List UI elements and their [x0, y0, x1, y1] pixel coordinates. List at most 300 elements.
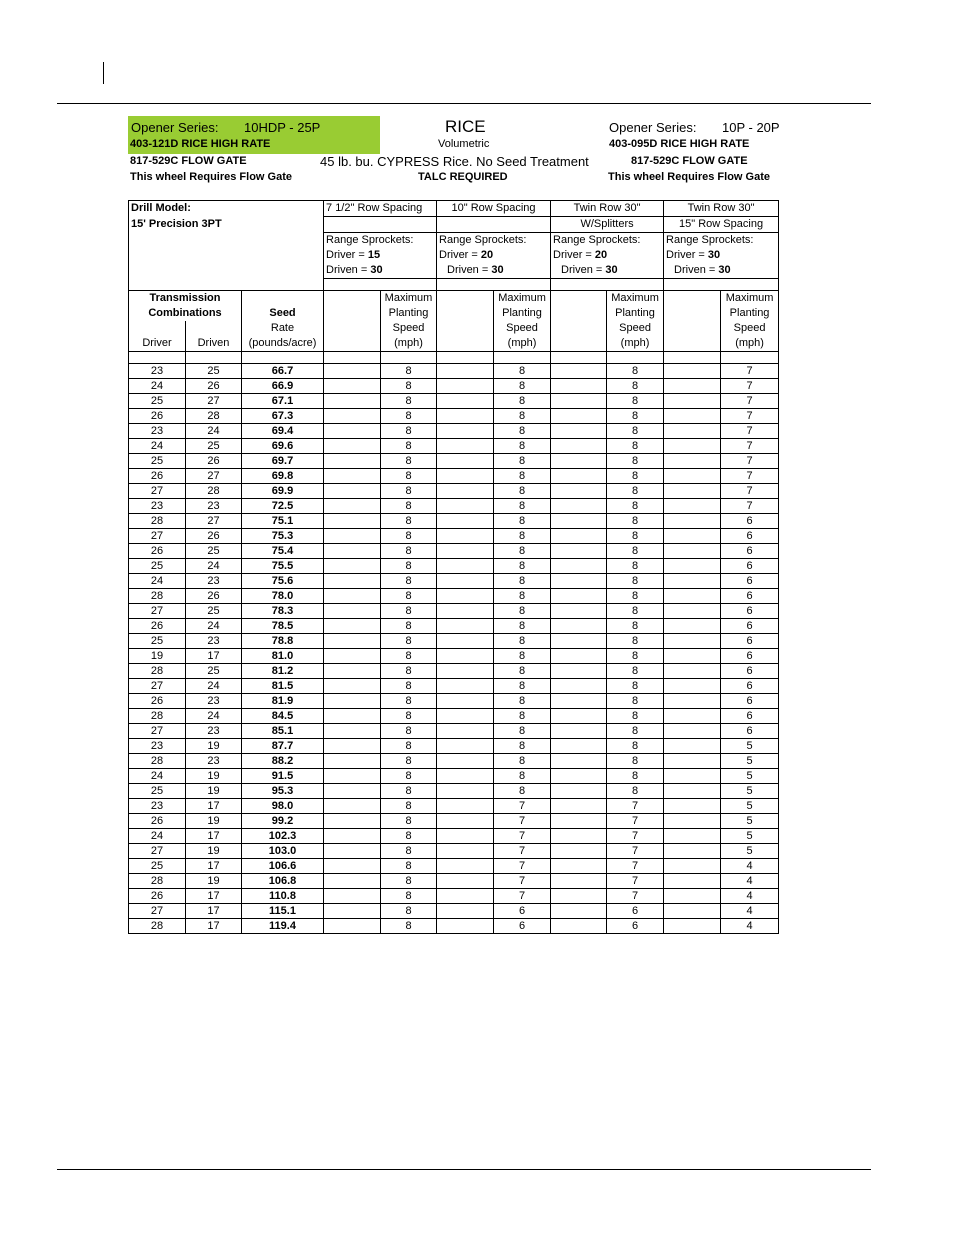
blank-cell — [551, 619, 607, 634]
seed-rate-cell: 75.4 — [242, 544, 324, 559]
blank-cell — [437, 739, 494, 754]
speed-twin-splitters-cell: 8 — [607, 694, 664, 709]
seed-header: Seed — [242, 306, 324, 321]
speed-twin-splitters-cell: 8 — [607, 409, 664, 424]
speed-twin-15in-cell: 7 — [721, 484, 779, 499]
speed-twin-splitters-cell: 8 — [607, 619, 664, 634]
driven-cell: 26 — [186, 529, 242, 544]
speed-7-5in-cell: 8 — [381, 664, 437, 679]
speed-10in-cell: 8 — [494, 739, 551, 754]
blank-cell — [551, 484, 607, 499]
speed-twin-15in-cell: 6 — [721, 544, 779, 559]
driven-label: Driven = — [674, 264, 716, 276]
speed-twin-splitters-cell: 8 — [607, 724, 664, 739]
mph-header: (mph) — [721, 336, 779, 352]
speed-twin-splitters-cell: 7 — [607, 859, 664, 874]
blank-cell — [324, 544, 381, 559]
driven-cell: 17 — [186, 904, 242, 919]
speed-10in-cell: 7 — [494, 814, 551, 829]
seed-rate-cell: 75.6 — [242, 574, 324, 589]
driver-cell: 23 — [129, 799, 186, 814]
spacer — [494, 352, 551, 364]
blank-cell — [551, 829, 607, 844]
speed-10in-cell: 8 — [494, 589, 551, 604]
speed-twin-15in-cell: 6 — [721, 589, 779, 604]
speed-twin-splitters-cell: 8 — [607, 784, 664, 799]
driver-cell: 27 — [129, 844, 186, 859]
table-body — [129, 364, 779, 934]
blank-cell — [437, 291, 494, 307]
spacing-4-driven — [664, 263, 779, 279]
driven-label: Driven = — [326, 264, 368, 276]
seed-rate-cell: 67.1 — [242, 394, 324, 409]
blank-cell — [551, 649, 607, 664]
seed-rate-cell: 81.0 — [242, 649, 324, 664]
blank-cell — [664, 784, 721, 799]
blank-cell — [664, 424, 721, 439]
driver-label: Driver = — [553, 249, 592, 261]
speed-twin-15in-cell: 5 — [721, 829, 779, 844]
speed-7-5in-cell: 8 — [381, 394, 437, 409]
speed-7-5in-cell: 8 — [381, 544, 437, 559]
blank-cell — [664, 336, 721, 352]
driven-cell: 17 — [186, 859, 242, 874]
speed-header: Speed — [607, 321, 664, 336]
blank-cell — [664, 469, 721, 484]
blank-cell — [664, 544, 721, 559]
speed-10in-cell: 8 — [494, 574, 551, 589]
blank-cell — [324, 784, 381, 799]
speed-twin-splitters-cell: 8 — [607, 739, 664, 754]
driven-header: Driven — [186, 336, 242, 352]
driver-cell: 28 — [129, 754, 186, 769]
table-row — [129, 514, 779, 529]
driver-cell: 28 — [129, 709, 186, 724]
speed-7-5in-cell: 8 — [381, 439, 437, 454]
speed-twin-15in-cell: 4 — [721, 889, 779, 904]
blank-cell — [437, 529, 494, 544]
driver-value: 20 — [594, 249, 608, 261]
driven-cell: 17 — [186, 889, 242, 904]
blank-cell — [551, 799, 607, 814]
blank-cell — [437, 694, 494, 709]
driven-cell: 25 — [186, 664, 242, 679]
speed-twin-15in-cell: 5 — [721, 814, 779, 829]
blank-cell — [551, 784, 607, 799]
spacing-1-line2 — [324, 217, 437, 233]
planting-header: Planting — [721, 306, 779, 321]
speed-twin-15in-cell: 6 — [721, 679, 779, 694]
speed-7-5in-cell: 8 — [381, 454, 437, 469]
blank-cell — [664, 889, 721, 904]
seed-rate-cell: 115.1 — [242, 904, 324, 919]
speed-7-5in-cell: 8 — [381, 769, 437, 784]
spacer — [242, 352, 324, 364]
planting-header: Planting — [607, 306, 664, 321]
blank-cell — [664, 439, 721, 454]
spacer — [129, 279, 324, 291]
table-row — [129, 379, 779, 394]
blank-cell — [324, 754, 381, 769]
blank-cell — [437, 514, 494, 529]
blank-cell — [551, 769, 607, 784]
speed-7-5in-cell: 8 — [381, 574, 437, 589]
driver-cell: 25 — [129, 859, 186, 874]
blank-cell — [437, 919, 494, 934]
table-row — [129, 619, 779, 634]
blank-cell — [551, 574, 607, 589]
blank-cell — [437, 859, 494, 874]
driven-cell: 24 — [186, 424, 242, 439]
seed-rate-cell: 84.5 — [242, 709, 324, 724]
blank-cell — [324, 619, 381, 634]
table-row — [129, 904, 779, 919]
blank-cell — [324, 559, 381, 574]
speed-twin-15in-cell: 5 — [721, 844, 779, 859]
seed-rate-cell: 87.7 — [242, 739, 324, 754]
speed-7-5in-cell: 8 — [381, 724, 437, 739]
blank-cell — [551, 559, 607, 574]
speed-twin-15in-cell: 6 — [721, 574, 779, 589]
blank-cell — [664, 904, 721, 919]
blank-cell — [437, 574, 494, 589]
blank-cell — [324, 514, 381, 529]
speed-twin-splitters-cell: 8 — [607, 589, 664, 604]
driven-cell: 24 — [186, 559, 242, 574]
blank-cell — [324, 529, 381, 544]
table-row — [129, 679, 779, 694]
blank-cell — [551, 529, 607, 544]
speed-twin-splitters-cell: 8 — [607, 364, 664, 379]
driver-cell: 25 — [129, 454, 186, 469]
blank-cell — [437, 559, 494, 574]
spacer — [129, 352, 186, 364]
speed-twin-splitters-cell: 8 — [607, 394, 664, 409]
seed-rate-cell: 69.4 — [242, 424, 324, 439]
table-row — [129, 874, 779, 889]
speed-twin-splitters-cell: 8 — [607, 439, 664, 454]
driven-cell: 17 — [186, 799, 242, 814]
blank-cell — [324, 589, 381, 604]
planting-header: Planting — [381, 306, 437, 321]
driver-cell: 25 — [129, 634, 186, 649]
blank-cell — [664, 679, 721, 694]
table-row — [129, 889, 779, 904]
driven-cell: 19 — [186, 874, 242, 889]
blank-cell — [664, 499, 721, 514]
table-row — [129, 784, 779, 799]
speed-twin-15in-cell: 5 — [721, 799, 779, 814]
blank-cell — [324, 769, 381, 784]
blank-cell — [664, 291, 721, 307]
seed-rate-cell: 98.0 — [242, 799, 324, 814]
table-row — [129, 529, 779, 544]
speed-10in-cell: 8 — [494, 469, 551, 484]
driven-cell: 24 — [186, 709, 242, 724]
speed-twin-15in-cell: 6 — [721, 634, 779, 649]
driven-cell: 19 — [186, 784, 242, 799]
driver-cell: 24 — [129, 829, 186, 844]
speed-twin-15in-cell: 7 — [721, 499, 779, 514]
blank-cell — [324, 379, 381, 394]
driver-cell: 26 — [129, 889, 186, 904]
blank-cell — [437, 439, 494, 454]
table-row — [129, 754, 779, 769]
footer-rule — [57, 1169, 871, 1170]
blank-cell — [664, 529, 721, 544]
rate-header: Rate — [242, 321, 324, 336]
blank-cell — [324, 574, 381, 589]
speed-10in-cell: 8 — [494, 724, 551, 739]
seed-rate-cell: 85.1 — [242, 724, 324, 739]
blank-cell — [664, 919, 721, 934]
seed-rate-cell: 106.8 — [242, 874, 324, 889]
table-row — [129, 739, 779, 754]
speed-twin-15in-cell: 7 — [721, 364, 779, 379]
driver-cell: 26 — [129, 694, 186, 709]
seed-rate-cell: 81.5 — [242, 679, 324, 694]
driven-cell: 28 — [186, 409, 242, 424]
blank-cell — [551, 634, 607, 649]
blank-cell — [551, 664, 607, 679]
blank-cell — [324, 321, 381, 336]
blank-cell — [664, 799, 721, 814]
blank-cell — [551, 321, 607, 336]
blank-cell — [324, 394, 381, 409]
speed-twin-15in-cell: 7 — [721, 424, 779, 439]
units-header: (pounds/acre) — [242, 336, 324, 352]
blank-cell — [437, 484, 494, 499]
blank-cell — [551, 724, 607, 739]
speed-7-5in-cell: 8 — [381, 409, 437, 424]
table-row — [129, 604, 779, 619]
table-row — [129, 484, 779, 499]
driven-cell: 26 — [186, 454, 242, 469]
seed-rate-cell: 78.5 — [242, 619, 324, 634]
speed-10in-cell: 6 — [494, 904, 551, 919]
driven-value: 30 — [718, 264, 731, 276]
speed-7-5in-cell: 8 — [381, 889, 437, 904]
blank-cell — [664, 306, 721, 321]
blank-cell — [324, 469, 381, 484]
blank-cell — [129, 321, 186, 336]
blank-cell — [437, 799, 494, 814]
driver-cell: 28 — [129, 664, 186, 679]
speed-twin-15in-cell: 6 — [721, 529, 779, 544]
seed-rate-table — [128, 200, 779, 934]
planting-header: Planting — [494, 306, 551, 321]
speed-7-5in-cell: 8 — [381, 829, 437, 844]
spacing-1-line1: 7 1/2" Row Spacing — [324, 201, 437, 217]
blank-cell — [437, 724, 494, 739]
speed-twin-splitters-cell: 8 — [607, 379, 664, 394]
seed-rate-cell: 99.2 — [242, 814, 324, 829]
speed-10in-cell: 8 — [494, 424, 551, 439]
speed-10in-cell: 8 — [494, 544, 551, 559]
blank-cell — [324, 859, 381, 874]
drill-model-label: Drill Model: — [129, 201, 324, 217]
speed-7-5in-cell: 8 — [381, 814, 437, 829]
drill-model-blank-2 — [129, 248, 324, 263]
driven-cell: 17 — [186, 829, 242, 844]
driver-header: Driver — [129, 336, 186, 352]
blank-cell — [664, 321, 721, 336]
speed-7-5in-cell: 8 — [381, 529, 437, 544]
spacer — [664, 352, 721, 364]
speed-10in-cell: 8 — [494, 619, 551, 634]
driven-value: 30 — [370, 264, 383, 276]
driver-label: Driver = — [439, 249, 478, 261]
blank-cell — [664, 589, 721, 604]
driver-cell: 26 — [129, 619, 186, 634]
blank-cell — [324, 679, 381, 694]
table-row — [129, 649, 779, 664]
driver-cell: 27 — [129, 484, 186, 499]
blank-cell — [664, 709, 721, 724]
blank-cell — [437, 784, 494, 799]
speed-10in-cell: 8 — [494, 679, 551, 694]
driver-cell: 24 — [129, 439, 186, 454]
blank-cell — [324, 634, 381, 649]
driven-cell: 19 — [186, 844, 242, 859]
blank-cell — [324, 874, 381, 889]
blank-cell — [437, 754, 494, 769]
speed-twin-15in-cell: 4 — [721, 904, 779, 919]
spacing-3-sprockets: Range Sprockets: — [551, 233, 664, 249]
driver-cell: 28 — [129, 874, 186, 889]
table-row — [129, 724, 779, 739]
speed-7-5in-cell: 8 — [381, 904, 437, 919]
mph-header: (mph) — [381, 336, 437, 352]
blank-cell — [551, 306, 607, 321]
speed-twin-splitters-cell: 7 — [607, 889, 664, 904]
driven-cell: 25 — [186, 364, 242, 379]
blank-cell — [437, 379, 494, 394]
blank-cell — [664, 694, 721, 709]
blank-cell — [324, 724, 381, 739]
table-row — [129, 799, 779, 814]
max-header: Maximum — [721, 291, 779, 307]
speed-7-5in-cell: 8 — [381, 424, 437, 439]
table-row — [129, 424, 779, 439]
blank-cell — [324, 364, 381, 379]
driver-cell: 27 — [129, 904, 186, 919]
speed-twin-15in-cell: 7 — [721, 394, 779, 409]
speed-10in-cell: 8 — [494, 754, 551, 769]
driven-cell: 26 — [186, 379, 242, 394]
blank-cell — [664, 649, 721, 664]
table-row — [129, 454, 779, 469]
drill-model-value: 15' Precision 3PT — [129, 217, 324, 233]
speed-10in-cell: 8 — [494, 529, 551, 544]
blank-cell — [324, 919, 381, 934]
speed-10in-cell: 8 — [494, 769, 551, 784]
spacing-4-line2: 15" Row Spacing — [664, 217, 779, 233]
speed-header: Speed — [721, 321, 779, 336]
spacing-3-line2: W/Splitters — [551, 217, 664, 233]
speed-twin-splitters-cell: 8 — [607, 514, 664, 529]
speed-7-5in-cell: 8 — [381, 484, 437, 499]
blank-cell — [664, 754, 721, 769]
driven-value: 30 — [605, 264, 618, 276]
speed-twin-15in-cell: 5 — [721, 784, 779, 799]
speed-twin-splitters-cell: 8 — [607, 604, 664, 619]
driver-cell: 27 — [129, 724, 186, 739]
seed-rate-cell: 91.5 — [242, 769, 324, 784]
speed-7-5in-cell: 8 — [381, 694, 437, 709]
seed-rate-cell: 103.0 — [242, 844, 324, 859]
seed-rate-cell: 69.7 — [242, 454, 324, 469]
driver-cell: 26 — [129, 409, 186, 424]
max-header: Maximum — [381, 291, 437, 307]
speed-10in-cell: 8 — [494, 634, 551, 649]
spacing-1-driven — [324, 263, 437, 279]
blank-cell — [437, 904, 494, 919]
seed-rate-cell: 72.5 — [242, 499, 324, 514]
speed-7-5in-cell: 8 — [381, 844, 437, 859]
table-row — [129, 499, 779, 514]
blank-cell — [324, 709, 381, 724]
speed-7-5in-cell: 8 — [381, 709, 437, 724]
seed-rate-cell: 66.7 — [242, 364, 324, 379]
speed-twin-15in-cell: 5 — [721, 739, 779, 754]
table-row — [129, 829, 779, 844]
speed-10in-cell: 8 — [494, 454, 551, 469]
blank-cell — [551, 814, 607, 829]
table-row — [129, 769, 779, 784]
speed-twin-15in-cell: 6 — [721, 514, 779, 529]
spacing-2-sprockets: Range Sprockets: — [437, 233, 551, 249]
spacing-2-driven — [437, 263, 551, 279]
blank-cell — [664, 514, 721, 529]
left-note: This wheel Requires Flow Gate — [130, 171, 292, 183]
blank-cell — [551, 379, 607, 394]
speed-twin-splitters-cell: 8 — [607, 484, 664, 499]
blank-cell — [324, 336, 381, 352]
blank-cell — [551, 291, 607, 307]
speed-10in-cell: 8 — [494, 709, 551, 724]
left-flow-gate: 817-529C FLOW GATE — [130, 155, 247, 167]
blank-cell — [437, 306, 494, 321]
driven-label: Driven = — [561, 264, 603, 276]
speed-twin-splitters-cell: 7 — [607, 814, 664, 829]
blank-cell — [437, 454, 494, 469]
table-row — [129, 814, 779, 829]
blank-cell — [664, 484, 721, 499]
seed-rate-cell: 69.6 — [242, 439, 324, 454]
table-row — [129, 919, 779, 934]
driven-cell: 26 — [186, 589, 242, 604]
blank-cell — [437, 829, 494, 844]
speed-twin-splitters-cell: 8 — [607, 754, 664, 769]
blank-cell — [324, 439, 381, 454]
driven-cell: 25 — [186, 604, 242, 619]
speed-7-5in-cell: 8 — [381, 469, 437, 484]
left-opener-label: Opener Series: — [131, 120, 219, 135]
speed-twin-splitters-cell: 8 — [607, 649, 664, 664]
speed-7-5in-cell: 8 — [381, 589, 437, 604]
blank-cell — [324, 664, 381, 679]
right-part-number: 403-095D RICE HIGH RATE — [609, 138, 750, 150]
speed-twin-splitters-cell: 8 — [607, 574, 664, 589]
blank-cell — [551, 589, 607, 604]
speed-10in-cell: 7 — [494, 829, 551, 844]
spacing-4-line1: Twin Row 30" — [664, 201, 779, 217]
blank-cell — [664, 454, 721, 469]
speed-twin-15in-cell: 7 — [721, 454, 779, 469]
table-row — [129, 709, 779, 724]
blank-cell — [324, 499, 381, 514]
